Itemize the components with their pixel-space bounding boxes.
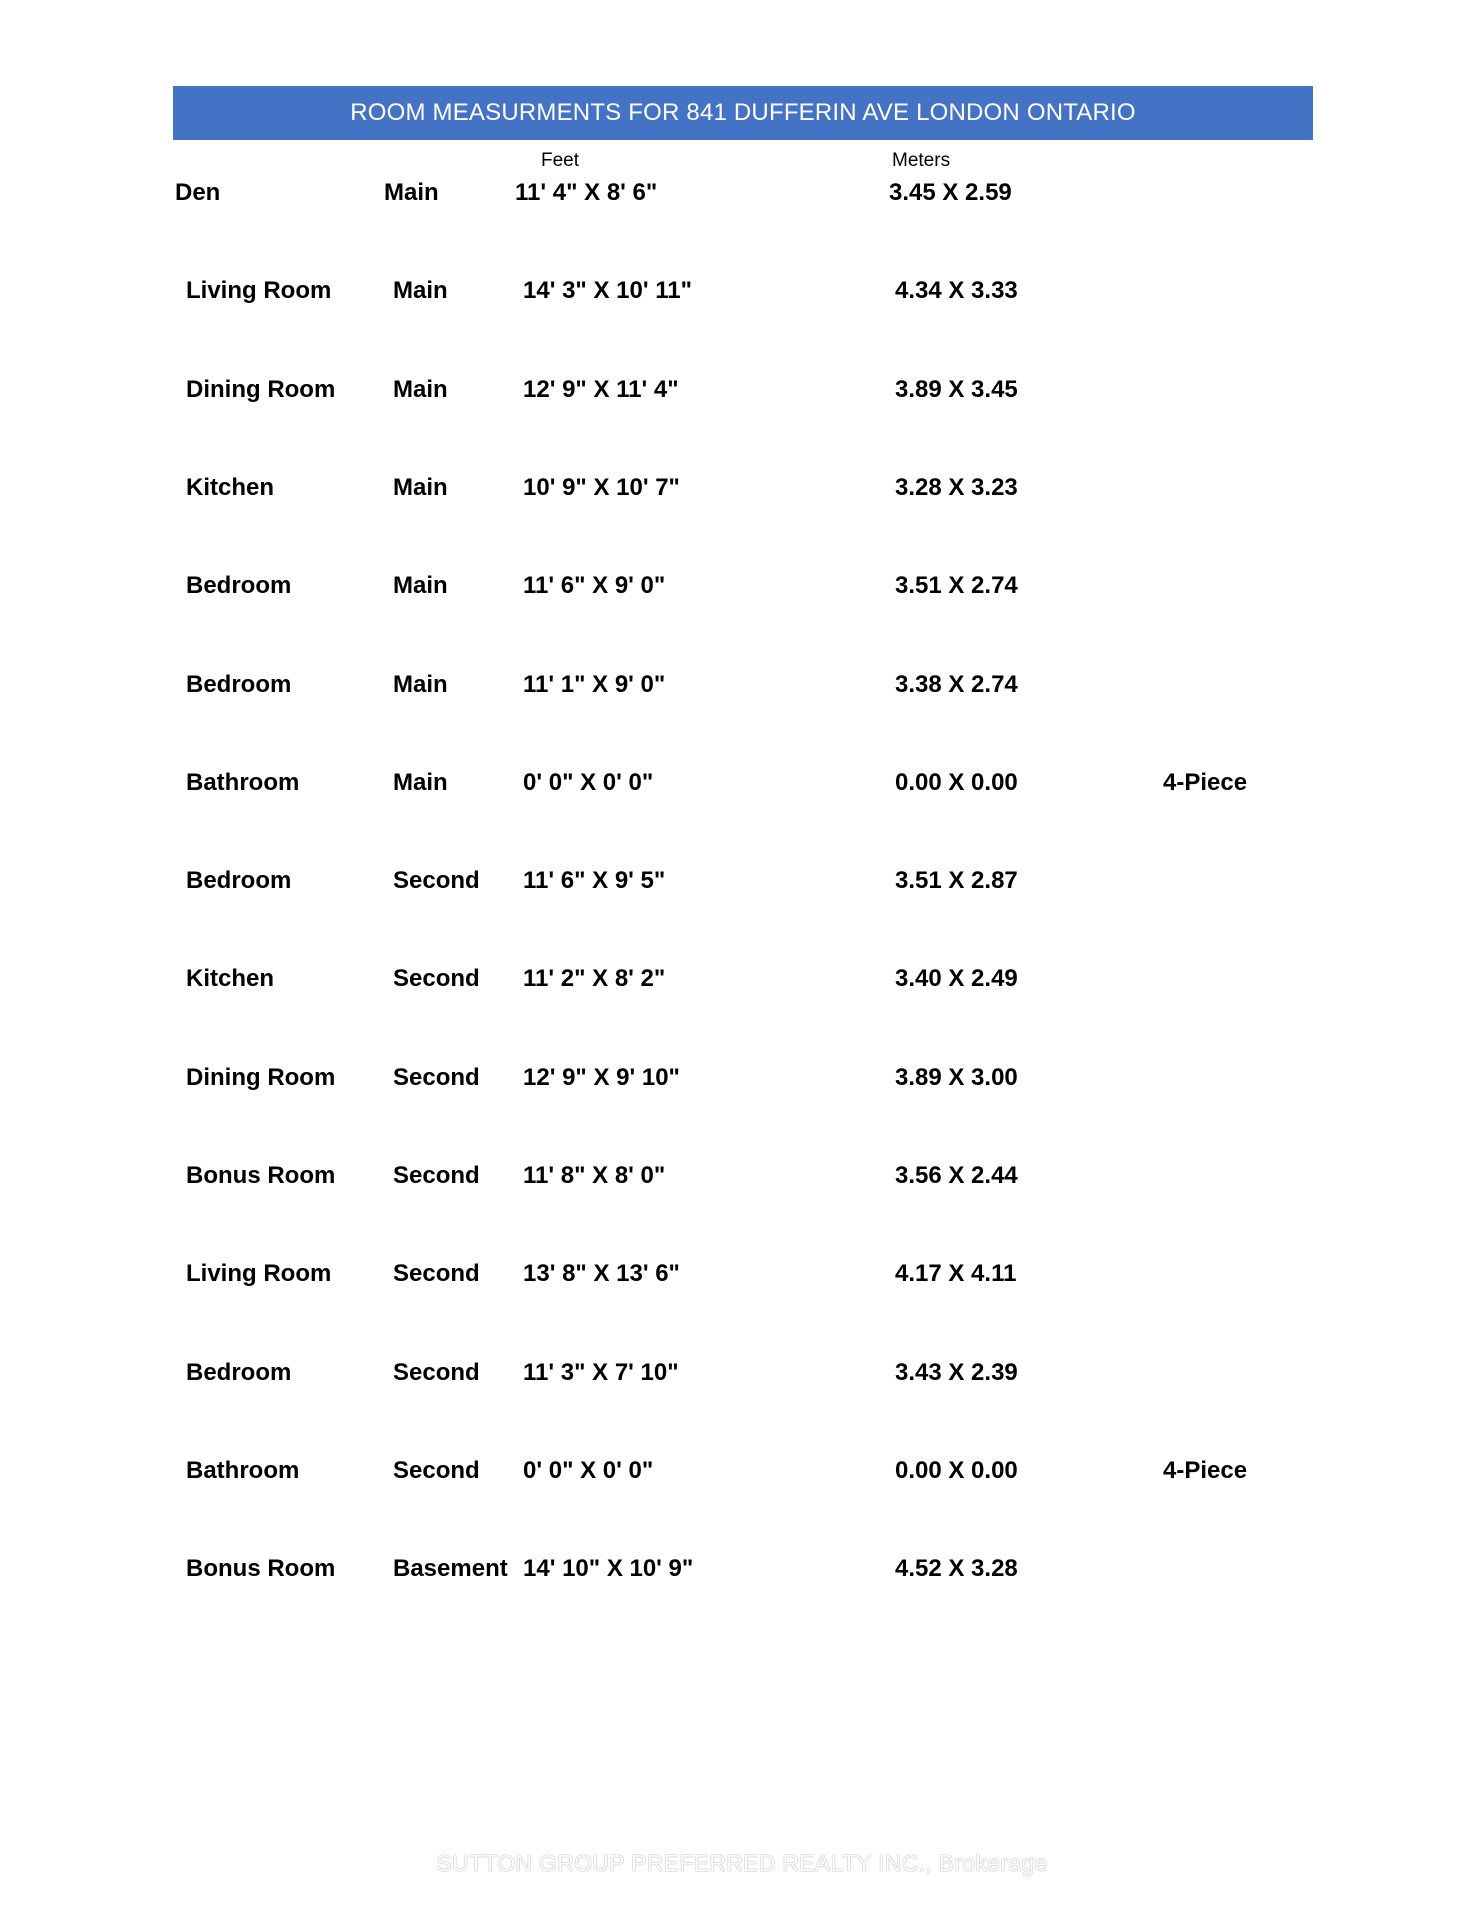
room-name-cell: Bonus Room xyxy=(186,1162,336,1189)
meters-dimensions-cell: 3.28 X 3.23 xyxy=(895,474,1018,501)
table-row xyxy=(0,766,1484,800)
room-name-cell: Dining Room xyxy=(186,1064,336,1091)
meters-dimensions-cell: 3.51 X 2.87 xyxy=(895,867,1018,894)
room-name-cell: Kitchen xyxy=(186,965,275,992)
note-cell: 4-Piece xyxy=(1163,769,1248,796)
room-name-cell: Bonus Room xyxy=(186,1555,336,1582)
feet-dimensions-cell: 11' 8" X 8' 0" xyxy=(523,1162,666,1189)
table-row xyxy=(0,1552,1484,1586)
feet-column-header: Feet xyxy=(541,150,580,171)
level-cell: Main xyxy=(393,671,448,698)
room-name-cell: Kitchen xyxy=(186,474,275,501)
room-name-cell: Bathroom xyxy=(186,769,300,796)
meters-dimensions-cell: 4.34 X 3.33 xyxy=(895,277,1018,304)
table-row xyxy=(0,1356,1484,1390)
meters-dimensions-cell: 4.52 X 3.28 xyxy=(895,1555,1018,1582)
feet-dimensions-cell: 0' 0" X 0' 0" xyxy=(523,769,654,796)
note-cell: 4-Piece xyxy=(1163,1457,1248,1484)
table-row xyxy=(0,668,1484,702)
feet-dimensions-cell: 11' 6" X 9' 0" xyxy=(523,572,666,599)
room-name-cell: Bedroom xyxy=(186,671,292,698)
level-cell: Main xyxy=(393,277,448,304)
table-row xyxy=(0,1159,1484,1193)
feet-dimensions-cell: 10' 9" X 10' 7" xyxy=(523,474,680,501)
meters-dimensions-cell: 3.40 X 2.49 xyxy=(895,965,1018,992)
meters-dimensions-cell: 3.89 X 3.45 xyxy=(895,376,1018,403)
table-row xyxy=(0,373,1484,407)
meters-dimensions-cell: 0.00 X 0.00 xyxy=(895,769,1018,796)
table-row xyxy=(0,1257,1484,1291)
table-row xyxy=(0,176,1484,210)
level-cell: Basement xyxy=(393,1555,508,1582)
level-cell: Second xyxy=(393,1260,480,1287)
level-cell: Second xyxy=(393,1162,480,1189)
room-name-cell: Bedroom xyxy=(186,867,292,894)
level-cell: Second xyxy=(393,1457,480,1484)
table-row xyxy=(0,569,1484,603)
feet-dimensions-cell: 11' 1" X 9' 0" xyxy=(523,671,666,698)
page-title: ROOM MEASURMENTS FOR 841 DUFFERIN AVE LONDON ONTARIO xyxy=(173,86,1313,140)
feet-dimensions-cell: 11' 4" X 8' 6" xyxy=(515,179,658,206)
meters-dimensions-cell: 3.38 X 2.74 xyxy=(895,671,1018,698)
level-cell: Second xyxy=(393,965,480,992)
room-name-cell: Bedroom xyxy=(186,1359,292,1386)
room-name-cell: Bathroom xyxy=(186,1457,300,1484)
level-cell: Main xyxy=(393,769,448,796)
level-cell: Main xyxy=(393,572,448,599)
room-name-cell: Dining Room xyxy=(186,376,336,403)
feet-dimensions-cell: 11' 3" X 7' 10" xyxy=(523,1359,679,1386)
room-name-cell: Den xyxy=(175,179,221,206)
table-row xyxy=(0,471,1484,505)
feet-dimensions-cell: 0' 0" X 0' 0" xyxy=(523,1457,654,1484)
level-cell: Second xyxy=(393,1064,480,1091)
level-cell: Main xyxy=(384,179,439,206)
feet-dimensions-cell: 14' 10" X 10' 9" xyxy=(523,1555,694,1582)
level-cell: Second xyxy=(393,1359,480,1386)
feet-dimensions-cell: 12' 9" X 9' 10" xyxy=(523,1064,680,1091)
meters-column-header: Meters xyxy=(892,150,951,171)
meters-dimensions-cell: 3.56 X 2.44 xyxy=(895,1162,1018,1189)
room-name-cell: Living Room xyxy=(186,1260,332,1287)
meters-dimensions-cell: 4.17 X 4.11 xyxy=(895,1260,1017,1287)
table-row xyxy=(0,274,1484,308)
feet-dimensions-cell: 11' 6" X 9' 5" xyxy=(523,867,666,894)
level-cell: Main xyxy=(393,376,448,403)
meters-dimensions-cell: 3.43 X 2.39 xyxy=(895,1359,1018,1386)
room-name-cell: Bedroom xyxy=(186,572,292,599)
meters-dimensions-cell: 3.89 X 3.00 xyxy=(895,1064,1018,1091)
feet-dimensions-cell: 11' 2" X 8' 2" xyxy=(523,965,666,992)
feet-dimensions-cell: 12' 9" X 11' 4" xyxy=(523,376,679,403)
meters-dimensions-cell: 3.51 X 2.74 xyxy=(895,572,1018,599)
table-row xyxy=(0,1061,1484,1095)
table-row xyxy=(0,864,1484,898)
meters-dimensions-cell: 3.45 X 2.59 xyxy=(889,179,1012,206)
level-cell: Second xyxy=(393,867,480,894)
feet-dimensions-cell: 13' 8" X 13' 6" xyxy=(523,1260,680,1287)
brokerage-watermark: SUTTON GROUP PREFERRED REALTY INC., Brokerage xyxy=(436,1850,1048,1876)
feet-dimensions-cell: 14' 3" X 10' 11" xyxy=(523,277,692,304)
room-name-cell: Living Room xyxy=(186,277,332,304)
table-row xyxy=(0,1454,1484,1488)
table-row xyxy=(0,962,1484,996)
level-cell: Main xyxy=(393,474,448,501)
meters-dimensions-cell: 0.00 X 0.00 xyxy=(895,1457,1018,1484)
